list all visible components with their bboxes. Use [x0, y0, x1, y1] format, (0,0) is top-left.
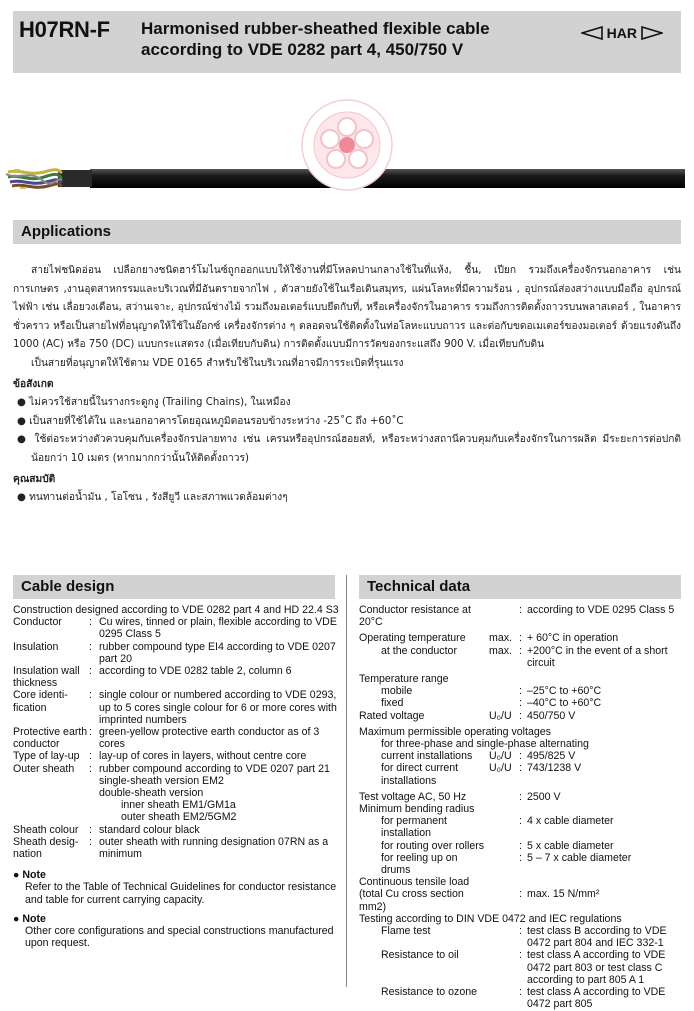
separator: :	[89, 726, 92, 739]
technical-data-header	[359, 575, 681, 599]
technical-data-value	[527, 876, 685, 888]
cable-design-label: Sheath desig-nation	[13, 835, 79, 861]
technical-data-label: Continuous tensile load	[359, 876, 470, 889]
separator: :	[89, 750, 92, 763]
technical-data-value: test class A according to VDE 0472 part 805	[527, 986, 666, 1011]
cable-design-label	[13, 775, 89, 787]
separator: :	[519, 949, 522, 962]
cable-design-label: Type of lay-up	[13, 750, 80, 763]
cable-design-value: outer sheath EM2/5GM2	[121, 811, 237, 824]
cable-design-value: lay-up of cores in layers, without centre core	[99, 750, 307, 763]
technical-data-symbol: U₀/U	[489, 750, 512, 763]
technical-data-label: Flame test	[381, 925, 431, 938]
technical-data-row	[359, 840, 685, 852]
cable-design-rows	[13, 616, 343, 860]
technical-data-row	[359, 852, 685, 876]
technical-data-rows	[359, 604, 685, 1011]
outer-sheath	[90, 169, 685, 188]
technical-data-symbol	[489, 925, 519, 949]
technical-data-value: test class B according to VDE 0472 part 804 and IEC 332-1	[527, 925, 667, 950]
note-1-title: Note	[22, 869, 46, 882]
technical-data-value: 4 x cable diameter	[527, 815, 614, 828]
technical-data-symbol	[489, 604, 519, 628]
separator: :	[89, 689, 92, 702]
technical-data-row	[359, 791, 685, 803]
technical-data-label: Maximum permissible operating voltages	[359, 725, 551, 738]
cable-design-value: single-sheath version EM2	[99, 774, 224, 787]
notes-bullet: ● เป็นสายที่ใช้ได้ใน และนอกอาคารโดยอุณหภูมิตอนรอบข้างระหว่าง -25˚C ถึง +60˚C	[17, 415, 404, 427]
technical-data-row	[359, 815, 685, 839]
technical-data-row	[359, 726, 685, 738]
cable-design-value: green-yellow protective earth conductor as of 3 cores	[99, 726, 320, 751]
cable-design-value: standard colour black	[99, 823, 200, 836]
cable-design-label: Insulation wall thickness	[13, 665, 80, 690]
separator: :	[519, 851, 522, 864]
technical-data-label: (total Cu cross section mm2)	[359, 888, 464, 913]
cable-design-row	[13, 726, 343, 750]
title-line-1: Harmonised rubber-sheathed flexible cable	[141, 19, 490, 38]
har-right-arrow-icon	[641, 26, 663, 40]
properties-heading: คุณสมบัติ	[13, 473, 56, 485]
separator: :	[519, 839, 522, 852]
applications-para-1: สายไฟชนิดอ่อน เปลือกยางชนิดฮาร์โมไนซ์ถูกออกแบบให้ใช้งานที่มีโหลดปานกลางใช้ในที่แห้ง, ชื้น, เปียก รวมถึงเครื่องจักรนอกอาคาร เช่น การเกษตร ,งานอุตสาหกรรมและบริเวณที่มีอันตรายจากไฟ , ตัวสายยังใช้ในเรือเดินสมุทร, แผ่นโลหะที่มีความร้อน , อุปกรณ์ส่องสว่างแบบมือถือ อุปกรณ์ไฟฟ้า เช่น เลื่อยวงเดือน, สว่านเจาะ, อุปกรณ์ช่างไม้ รวมถึงมอเตอร์แบบยึดกับที่, หรือเครื่องจักรในอาคาร รวมถึงการติดตั้งถาวรบนพลาสเตอร์ , ในอาคารชั่วคราว หรือเป็นสายไฟที่อนุญาตให้ใช้ในอ๊อกซ์ เครื่องจักรต่าง ๆ ตลอดจนใช้ติดตั้งในท่อโลหะแบบถาวร และต่อกับขดอเมเตอร์ของมอเตอร์ ด้วยแรงดันถึง 1000 (AC) หรือ 750 (DC) แบบกระแสตรง (เมื่อเทียบกับดิน) การติดตั้งแบบมีการวัดของกระแสถึง 900 V. เมื่อเทียบกับดิน	[13, 265, 681, 351]
cable-design-row	[13, 665, 343, 689]
separator	[89, 799, 99, 811]
technical-data-row	[359, 762, 685, 786]
cable-design-intro: Construction designed according to VDE 0282 part 4 and HD 22.4 S3	[13, 604, 339, 616]
cable-design-row	[13, 750, 343, 762]
technical-data-label: Conductor resistance at 20°C	[359, 604, 471, 629]
cable-design-label	[13, 811, 89, 823]
har-left-arrow-icon	[581, 26, 603, 40]
separator: :	[519, 697, 522, 710]
separator: :	[89, 640, 92, 653]
technical-data-value: + 60°C in operation	[527, 632, 619, 645]
technical-data-row	[359, 913, 685, 925]
separator	[89, 775, 99, 787]
cable-design-label: Protective earth conductor	[13, 726, 88, 751]
cable-design-value: rubber compound type EI4 according to VDE 0207 part 20	[99, 640, 336, 665]
separator: :	[89, 835, 92, 848]
inner-sheath	[58, 170, 92, 187]
technical-data-label: current installations	[381, 750, 473, 763]
cable-design-label: Insulation	[13, 640, 59, 653]
technical-data-row	[359, 697, 685, 709]
technical-data-symbol	[489, 888, 519, 912]
separator: :	[519, 925, 522, 938]
technical-data-value: 5 x cable diameter	[527, 839, 614, 852]
separator: :	[519, 986, 522, 999]
technical-data-value: max. 15 N/mm²	[527, 888, 600, 901]
technical-data-label: for three-phase and single-phase alternating	[381, 738, 589, 751]
cable-design-label	[13, 799, 89, 811]
applications-header	[13, 220, 681, 244]
separator: :	[519, 632, 522, 645]
cable-design-label	[13, 787, 89, 799]
technical-data-symbol: U₀/U	[489, 709, 512, 722]
cable-design-row	[13, 836, 343, 860]
cable-design-row	[13, 811, 343, 823]
cable-design-label: Sheath colour	[13, 823, 79, 836]
bullet-icon: ●	[13, 912, 20, 925]
title-bar	[13, 11, 681, 73]
technical-data-value: –40°C to +60°C	[527, 697, 602, 710]
technical-data-label: Temperature range	[359, 673, 449, 686]
technical-data-symbol	[489, 815, 519, 839]
technical-data-label: for routing over rollers	[381, 839, 485, 852]
cable-design-value: single colour or numbered according to VDE 0293, up to 5 cores single colour for 6 or more cores with imprinted numbers	[99, 689, 337, 726]
technical-data-symbol	[489, 697, 519, 709]
separator: :	[89, 823, 92, 836]
technical-data-value: test class A according to VDE 0472 part 803 or test class C according to part 805 A 1	[527, 949, 666, 986]
note-1-text: Refer to the Table of Technical Guidelines for conductor resistance and table for current carrying capacity.	[25, 881, 337, 906]
note-2-text: Other core configurations and special constructions manufactured upon request.	[25, 925, 334, 950]
har-label: HAR	[606, 25, 637, 41]
technical-data-value: 743/1238 V	[527, 762, 582, 775]
notes-heading: ข้อสังเกต	[13, 378, 54, 390]
technical-data-row	[359, 685, 685, 697]
technical-data-label: Resistance to ozone	[381, 986, 477, 999]
technical-data-symbol	[489, 673, 519, 685]
separator	[519, 673, 527, 685]
technical-data-label: at the conductor	[381, 644, 457, 657]
separator: :	[519, 685, 522, 698]
separator: :	[89, 616, 92, 629]
column-divider	[346, 575, 347, 987]
technical-data-label: fixed	[381, 697, 404, 710]
technical-data-label: Operating temperature	[359, 632, 466, 645]
technical-data-row	[359, 673, 685, 685]
cable-illustration	[0, 90, 694, 210]
technical-data-value: 2500 V	[527, 790, 561, 803]
cable-design-label: Core identi-fication	[13, 689, 68, 714]
cable-design-row	[13, 689, 343, 726]
cable-design-row	[13, 775, 343, 787]
cable-design-value: outer sheath with running designation 07RN as a minimum	[99, 835, 329, 861]
technical-data-value: 495/825 V	[527, 750, 576, 763]
cable-design-column	[13, 604, 343, 949]
technical-data-row	[359, 632, 685, 644]
technical-data-value	[527, 673, 685, 685]
separator	[89, 811, 99, 823]
technical-data-row	[359, 925, 685, 949]
cable-design-row	[13, 824, 343, 836]
separator	[89, 787, 99, 799]
technical-data-symbol	[489, 685, 519, 697]
product-code: H07RN-F	[19, 17, 110, 42]
note-1	[13, 869, 343, 906]
technical-data-row	[359, 750, 685, 762]
cable-design-label: Conductor	[13, 616, 62, 629]
har-mark	[581, 25, 663, 41]
technical-data-row	[359, 710, 685, 722]
technical-data-row	[359, 604, 685, 628]
cable-design-value: rubber compound according to VDE 0207 part 21	[99, 762, 330, 775]
technical-data-label: Test voltage AC, 50 Hz	[359, 790, 467, 803]
properties-bullet: ● ทนทานต่อน้ำมัน , โอโซน , รังสียูวี และสภาพแวดล้อมต่างๆ	[17, 492, 288, 504]
technical-data-label: Rated voltage	[359, 709, 425, 722]
technical-data-row	[359, 645, 685, 669]
technical-data-value: 5 – 7 x cable diameter	[527, 851, 632, 864]
separator: :	[519, 709, 522, 722]
technical-data-label: Resistance to oil	[381, 949, 459, 962]
technical-data-symbol	[489, 986, 519, 1010]
technical-data-symbol: max.	[489, 644, 512, 657]
cable-design-row	[13, 641, 343, 665]
technical-data-row	[359, 803, 685, 815]
technical-data-label: for permanent installation	[381, 815, 447, 840]
applications-body	[13, 262, 681, 508]
separator: :	[519, 790, 522, 803]
cable-design-value: double-sheath version	[99, 787, 204, 800]
notes-bullet: ● ใช้ต่อระหว่างตัวควบคุมกับเครื่องจักรปลายทาง เช่น เครนหรืออุปกรณ์ฮอยสท์, หรือระหว่างสถานีควบคุมกับเครื่องจักรในการผลิต มีระยะการต่อปกติน้อยกว่า 10 เมตร (หากมากกว่านั้นให้ติดตั้งถาวร)	[17, 434, 681, 464]
separator: :	[519, 644, 522, 657]
technical-data-label: for reeling up on drums	[381, 851, 458, 877]
technical-data-row	[359, 738, 685, 750]
separator: :	[89, 762, 92, 775]
cable-design-row	[13, 787, 343, 799]
note-2-title: Note	[22, 912, 46, 925]
technical-data-label: Testing according to DIN VDE 0472 and IEC regulations	[359, 912, 622, 925]
applications-para-2: เป็นสายที่อนุญาตให้ใช้ตาม VDE 0165 สำหรับใช้ในบริเวณที่อาจมีการระเบิดที่รุนแรง	[31, 357, 404, 369]
technical-data-value: 450/750 V	[527, 709, 576, 722]
technical-data-value	[527, 803, 685, 815]
technical-data-symbol	[489, 791, 519, 803]
title-line-2: according to VDE 0282 part 4, 450/750 V	[141, 40, 464, 59]
technical-data-symbol: max.	[489, 632, 512, 645]
separator: :	[519, 888, 522, 901]
technical-data-value: according to VDE 0295 Class 5	[527, 604, 675, 616]
separator: :	[89, 665, 92, 678]
cable-design-label: Outer sheath	[13, 762, 75, 775]
notes-bullet: ● ไม่ควรใช้สายนี้ในรางกระดูกงู (Trailing Chains), ในเหมือง	[17, 397, 291, 409]
technical-data-symbol: U₀/U	[489, 762, 512, 775]
technical-data-symbol	[489, 949, 519, 986]
technical-data-symbol	[489, 876, 519, 888]
technical-data-symbol	[489, 852, 519, 876]
applications-title: Applications	[21, 223, 112, 240]
technical-data-row	[359, 876, 685, 888]
technical-data-value: –25°C to +60°C	[527, 685, 602, 698]
separator	[519, 876, 527, 888]
separator: :	[519, 750, 522, 763]
technical-data-row	[359, 949, 685, 986]
cable-design-value: according to VDE 0282 table 2, column 6	[99, 665, 292, 678]
technical-data-symbol	[489, 803, 519, 815]
separator: :	[519, 815, 522, 828]
twisted-cores	[6, 170, 62, 188]
cable-design-row	[13, 763, 343, 775]
bullet-icon: ●	[13, 869, 20, 882]
separator: :	[519, 604, 522, 616]
technical-data-symbol	[489, 840, 519, 852]
cable-design-title: Cable design	[21, 578, 115, 595]
technical-data-label: Minimum bending radius	[359, 803, 475, 816]
technical-data-row	[359, 888, 685, 912]
technical-data-title: Technical data	[367, 578, 471, 595]
cable-design-value: Cu wires, tinned or plain, flexible according to VDE 0295 Class 5	[99, 616, 337, 641]
technical-data-label: mobile	[381, 685, 413, 698]
separator	[519, 803, 527, 815]
cable-design-value: inner sheath EM1/GM1a	[121, 799, 236, 812]
note-2	[13, 913, 343, 950]
cross-section	[302, 100, 392, 190]
cable-design-row	[13, 799, 343, 811]
cable-design-row	[13, 616, 343, 640]
product-title	[141, 18, 490, 60]
technical-data-value: +200°C in the event of a short circuit	[527, 644, 668, 669]
technical-data-label: for direct current installations	[381, 762, 459, 787]
technical-data-column	[359, 604, 685, 1011]
separator: :	[519, 762, 522, 775]
cable-design-header	[13, 575, 335, 599]
technical-data-row	[359, 986, 685, 1010]
